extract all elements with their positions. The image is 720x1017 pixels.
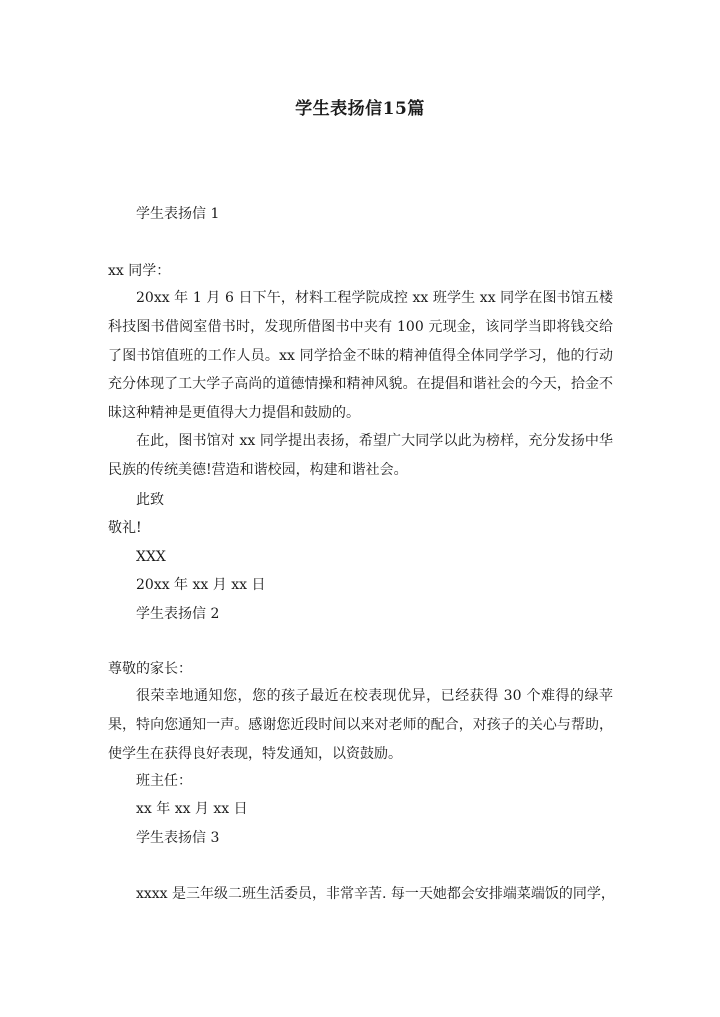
letter1-heading: 学生表扬信 1	[136, 206, 220, 222]
letter1-salutation: xx 同学：	[108, 263, 171, 279]
letter2-salutation: 尊敬的家长：	[108, 661, 192, 677]
document-title: 学生表扬信15篇	[295, 99, 425, 119]
letter2-heading: 学生表扬信 2	[136, 606, 220, 622]
letter1-body-paragraph-1: 20xx 年 1 月 6 日下午，材料工程学院成控 xx 班学生 xx 同学在图书馆五楼科技图书借阅室借书时，发现所借图书中夹有 100 元现金，该同学当即将钱交给了图书馆值班的工作人员。xx 同学拾金不昧的精神值得全体同学学习，他的行动充分体现了工大学子高尚的道德情操和精神风貌。在提倡和谐社会的今天，拾金不昧这种精神是更值得大力提倡和鼓励的。	[108, 290, 613, 422]
letter3-heading: 学生表扬信 3	[136, 830, 220, 846]
letter2-date: xx 年 xx 月 xx 日	[136, 801, 248, 817]
letter2-body-paragraph-1: 很荣幸地通知您，您的孩子最近在校表现优异，已经获得 30 个难得的绿苹果，特向您通知一声。感谢您近段时间以来对老师的配合，对孩子的关心与帮助，使学生在获得良好表现，特发通知，以资鼓励。	[108, 688, 613, 762]
letter1-date: 20xx 年 xx 月 xx 日	[136, 577, 266, 593]
letter3-body-paragraph-1: xxxx 是三年级二班生活委员，非常辛苦. 每一天她都会安排端菜端饭的同学，	[136, 886, 615, 902]
letter1-closing-2: 敬礼!	[108, 520, 142, 536]
letter2-signature: 班主任：	[136, 773, 192, 789]
letter1-signature: XXX	[136, 549, 166, 565]
letter1-body-paragraph-2: 在此，图书馆对 xx 同学提出表扬，希望广大同学以此为榜样，充分发扬中华民族的传统美德!营造和谐校园，构建和谐社会。	[108, 433, 613, 478]
letter1-closing-1: 此致	[136, 492, 164, 508]
